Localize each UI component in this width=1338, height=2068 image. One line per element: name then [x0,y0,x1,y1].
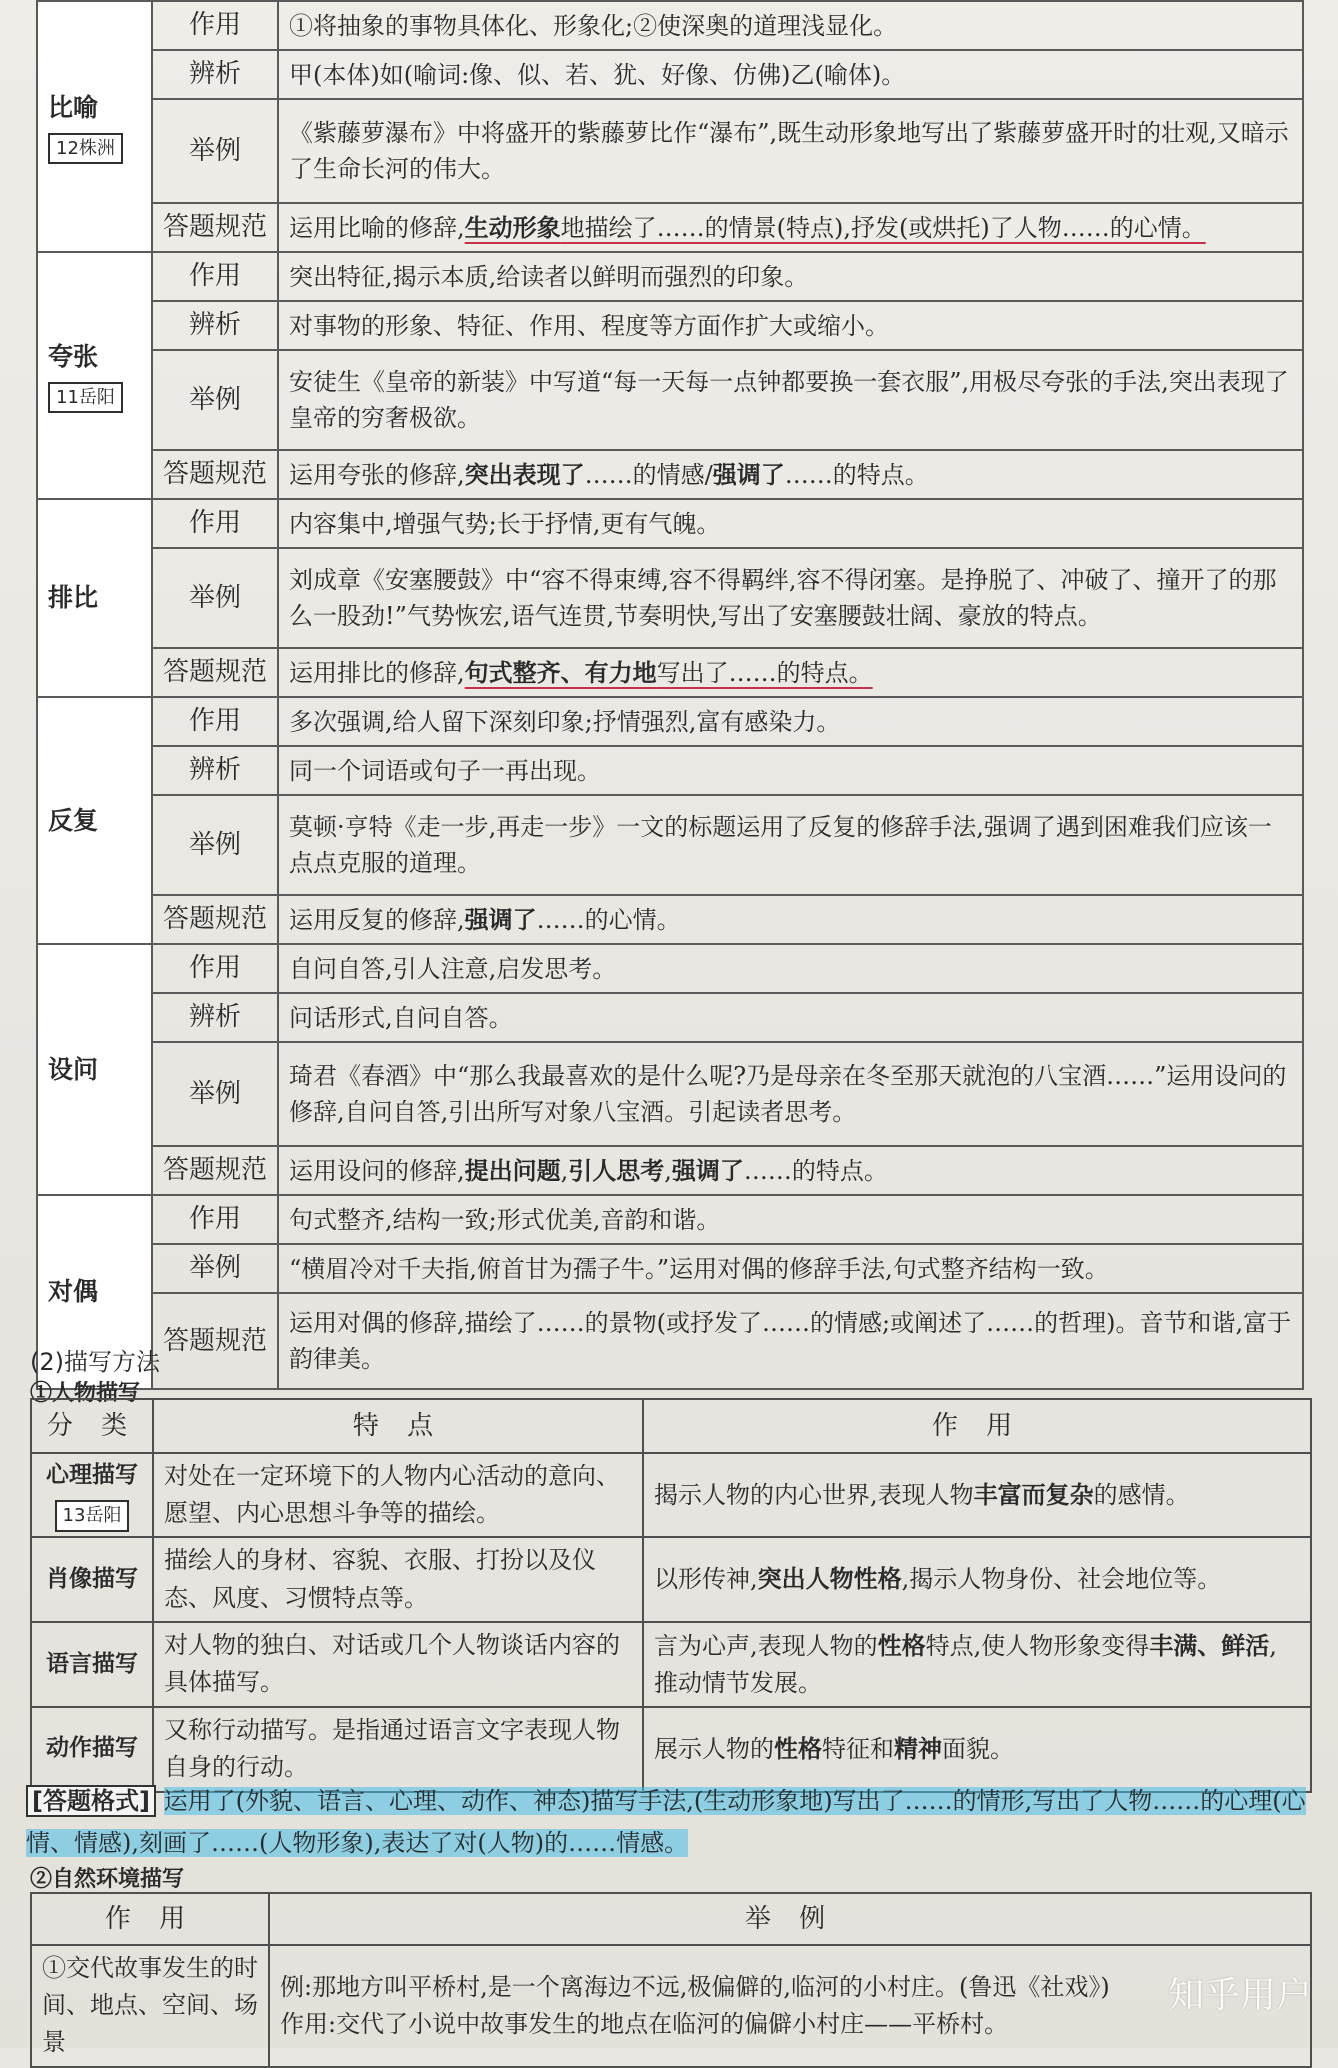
answer-emphasis: 强调了 [712,459,785,489]
watermark: 知乎用户 [1167,1975,1312,2016]
category-label: 作用 [152,1195,278,1244]
table-row [37,697,1303,746]
table-row [37,1244,1303,1293]
device-simile [37,1,152,252]
example-text: 安徒生《皇帝的新装》中写道“每一天每一点钟都要换一套衣服”,用极尽夸张的手法,突出表现了皇帝的穷奢极欲。 [278,350,1303,450]
effect-text [643,1707,1311,1791]
table-row [37,252,1303,301]
effect-post: ,推动情节发展。 [654,1631,1277,1697]
answer-post: ……的心情。 [536,905,681,934]
section-title: (2)描写方法 [30,1348,160,1376]
analysis-text: 问话形式,自问自答。 [278,993,1303,1042]
table-row [31,1622,1311,1707]
answer-emphasis: 强调了 [671,1155,744,1185]
category-label: 答题规范 [152,1146,278,1195]
effect-pre: 揭示人物的内心世界,表现人物 [654,1481,974,1510]
category-label: 答题规范 [152,203,278,252]
table-row [37,746,1303,795]
analysis-text: 同一个词语或句子一再出现。 [278,746,1303,795]
effect-mid: 特征和 [822,1735,894,1764]
effect-post: 面貌。 [942,1735,1014,1764]
answer-text: 运用对偶的修辞,描绘了……的景物(或抒发了……的情感;或阐述了……的哲理)。音节和谐,富于韵律美。 [278,1293,1303,1389]
answer-mid: , [664,1156,672,1185]
effect-mid: 特点,使人物形象变得 [925,1631,1150,1660]
effect-pre: 展示人物的 [654,1735,774,1764]
effect-post: 的感情。 [1093,1481,1190,1510]
feature-text: 描绘人的身材、容貌、衣服、打扮以及仪态、风度、习惯特点等。 [153,1537,643,1621]
header-example: 举 例 [269,1893,1311,1945]
answer-post: 地描绘了……的情景(特点),抒发(或烘托)了人物……的心情。 [560,213,1206,242]
category-label: 辨析 [152,301,278,350]
effect-emphasis: 精神 [894,1734,942,1764]
category-label: 作用 [152,944,278,993]
effect-text [643,1453,1311,1537]
category-label: 作用 [152,252,278,301]
analysis-text: 甲(本体)如(喻词:像、似、若、犹、好像、仿佛)乙(喻体)。 [278,50,1303,99]
table-row [37,1,1303,50]
device-question [37,944,152,1195]
table-row [37,499,1303,548]
effect-emphasis: 丰富而复杂 [973,1480,1094,1510]
function-text: ①将抽象的事物具体化、形象化;②使深奥的道理浅显化。 [278,1,1303,50]
device-hyperbole [37,252,152,499]
function-text: 多次强调,给人留下深刻印象;抒情强烈,富有感染力。 [278,697,1303,746]
device-name: 对偶 [48,1277,99,1307]
example-text: 《紫藤萝瀑布》中将盛开的紫藤萝比作“瀑布”,既生动形象地写出了紫藤萝盛开时的壮观,又暗示了生命长河的伟大。 [278,99,1303,203]
type-label: 心理描写 [46,1462,138,1489]
table-header [31,1893,1311,1945]
environment-description-table [30,1892,1312,2068]
feature-text: 又称行动描写。是指通过语言文字表现人物自身的行动。 [153,1707,643,1791]
table-row [37,99,1303,203]
answer-emphasis: 提出问题 [464,1155,561,1185]
category-label: 举例 [152,1244,278,1293]
exam-tag: 11岳阳 [48,382,123,413]
example-line: 作用:交代了小说中故事发生的地点在临河的偏僻小村庄——平桥村。 [280,2009,1009,2038]
example-text: “横眉冷对千夫指,俯首甘为孺子牛。”运用对偶的修辞手法,句式整齐结构一致。 [278,1244,1303,1293]
category-label: 作用 [152,1,278,50]
answer-post: 写出了……的特点。 [656,658,873,687]
answer-emphasis: 强调了 [464,904,537,934]
function-text: 自问自答,引人注意,启发思考。 [278,944,1303,993]
effect-text: ①交代故事发生的时间、地点、空间、场景 [31,1945,269,2067]
answer-pre: 运用排比的修辞, [289,658,465,687]
effect-emphasis: 突出人物性格 [757,1564,902,1594]
answer-pre: 运用夸张的修辞, [289,460,465,489]
table-row [31,1453,1311,1537]
device-name: 比喻 [48,93,99,122]
answer-pre: 运用设问的修辞, [289,1156,465,1185]
effect-pre: 言为心声,表现人物的 [654,1631,878,1660]
answer-format-text: 运用了(外貌、语言、心理、动作、神态)描写手法,(生动形象地)写出了……的情形,写出了人物……的心理(心情、情感),刻画了……(人物形象),表达了对(人物)的……情感。 [26,1787,1306,1857]
feature-text: 对处在一定环境下的人物内心活动的意向、愿望、内心思想斗争等的描绘。 [153,1453,643,1537]
category-label: 作用 [152,697,278,746]
answer-mid: , [560,1156,569,1185]
category-label: 答题规范 [152,450,278,499]
category-label: 答题规范 [152,1293,278,1389]
header-effect: 作 用 [643,1399,1311,1453]
header-effect: 作 用 [31,1893,269,1945]
description-type [31,1453,153,1537]
table-row [31,1537,1311,1621]
function-text: 内容集中,增强气势;长于抒情,更有气魄。 [278,499,1303,548]
category-label: 举例 [152,350,278,450]
character-description-table [30,1398,1312,1793]
answer-post: ……的特点。 [784,460,929,489]
table-row [37,944,1303,993]
answer-post: ……的特点。 [743,1156,888,1185]
effect-emphasis: 丰满、鲜活 [1149,1630,1270,1660]
answer-emphasis: 句式整齐、有力地 [464,657,657,687]
table-row [37,648,1303,697]
device-name: 夸张 [48,342,99,371]
rhetoric-table [36,0,1304,1390]
answer-text [278,895,1303,944]
effect-emphasis: 性格 [877,1630,926,1660]
table-row [37,548,1303,648]
answer-format-label: [答题格式] [26,1785,156,1817]
function-text: 突出特征,揭示本质,给读者以鲜明而强烈的印象。 [278,252,1303,301]
device-name: 排比 [48,583,99,613]
effect-text [643,1622,1311,1707]
category-label: 辨析 [152,993,278,1042]
description-type: 语言描写 [31,1622,153,1707]
feature-text: 对人物的独白、对话或几个人物谈话内容的具体描写。 [153,1622,643,1707]
header-feature: 特 点 [153,1399,643,1453]
example-text: 琦君《春酒》中“那么我最喜欢的是什么呢?乃是母亲在冬至那天就泡的八宝酒……”运用设问的修辞,自问自答,引出所写对象八宝酒。引起读者思考。 [278,1042,1303,1146]
example-text: 莫顿·亨特《走一步,再走一步》一文的标题运用了反复的修辞手法,强调了遇到困难我们应该一点点克服的道理。 [278,795,1303,895]
answer-text [278,648,1303,697]
table-row [31,1945,1311,2067]
device-repetition [37,697,152,944]
table-row [37,50,1303,99]
category-label: 举例 [152,795,278,895]
answer-pre: 运用反复的修辞, [289,905,465,934]
table-row [37,203,1303,252]
category-label: 辨析 [152,50,278,99]
description-type: 动作描写 [31,1707,153,1791]
category-label: 举例 [152,548,278,648]
table-header [31,1399,1311,1453]
table-row [37,795,1303,895]
category-label: 答题规范 [152,648,278,697]
table-row [37,895,1303,944]
header-category: 分 类 [31,1399,153,1453]
category-label: 作用 [152,499,278,548]
answer-pre: 运用比喻的修辞, [289,213,465,242]
table-row [37,1293,1303,1389]
example-text: 刘成章《安塞腰鼓》中“容不得束缚,容不得羁绊,容不得闭塞。是挣脱了、冲破了、撞开了的那么一股劲!”气势恢宏,语气连贯,节奏明快,写出了安塞腰鼓壮阔、豪放的特点。 [278,548,1303,648]
answer-emphasis: 生动形象 [464,212,561,242]
category-label: 辨析 [152,746,278,795]
table-row [37,350,1303,450]
analysis-text: 对事物的形象、特征、作用、程度等方面作扩大或缩小。 [278,301,1303,350]
answer-format [26,1780,1316,1864]
example-line: 例:那地方叫平桥村,是一个离海边不远,极偏僻的,临河的小村庄。(鲁迅《社戏》) [280,1972,1110,2001]
effect-text [643,1537,1311,1621]
answer-text [278,450,1303,499]
category-label: 举例 [152,1042,278,1146]
exam-tag: 13岳阳 [55,1500,130,1532]
effect-pre: 以形传神, [654,1565,758,1594]
table-row [37,301,1303,350]
table-row [37,450,1303,499]
device-parallelism [37,499,152,697]
subsection-title: ①人物描写 [30,1380,141,1406]
answer-text [278,203,1303,252]
subsection-title: ②自然环境描写 [30,1866,185,1892]
device-name: 反复 [48,805,99,835]
device-name: 设问 [48,1054,99,1084]
table-row [37,1146,1303,1195]
description-type: 肖像描写 [31,1537,153,1621]
category-label: 举例 [152,99,278,203]
table-row [31,1707,1311,1791]
function-text: 句式整齐,结构一致;形式优美,音韵和谐。 [278,1195,1303,1244]
answer-emphasis: 引人思考 [568,1155,665,1185]
effect-post: ,揭示人物身份、社会地位等。 [901,1565,1222,1594]
answer-text [278,1146,1303,1195]
table-row [37,993,1303,1042]
answer-emphasis: 突出表现了 [464,459,585,489]
effect-emphasis: 性格 [774,1734,822,1764]
category-label: 答题规范 [152,895,278,944]
table-row [37,1195,1303,1244]
exam-tag: 12株洲 [48,133,123,164]
answer-mid: ……的情感/ [584,460,713,489]
table-row [37,1042,1303,1146]
example-text [269,1945,1311,2067]
